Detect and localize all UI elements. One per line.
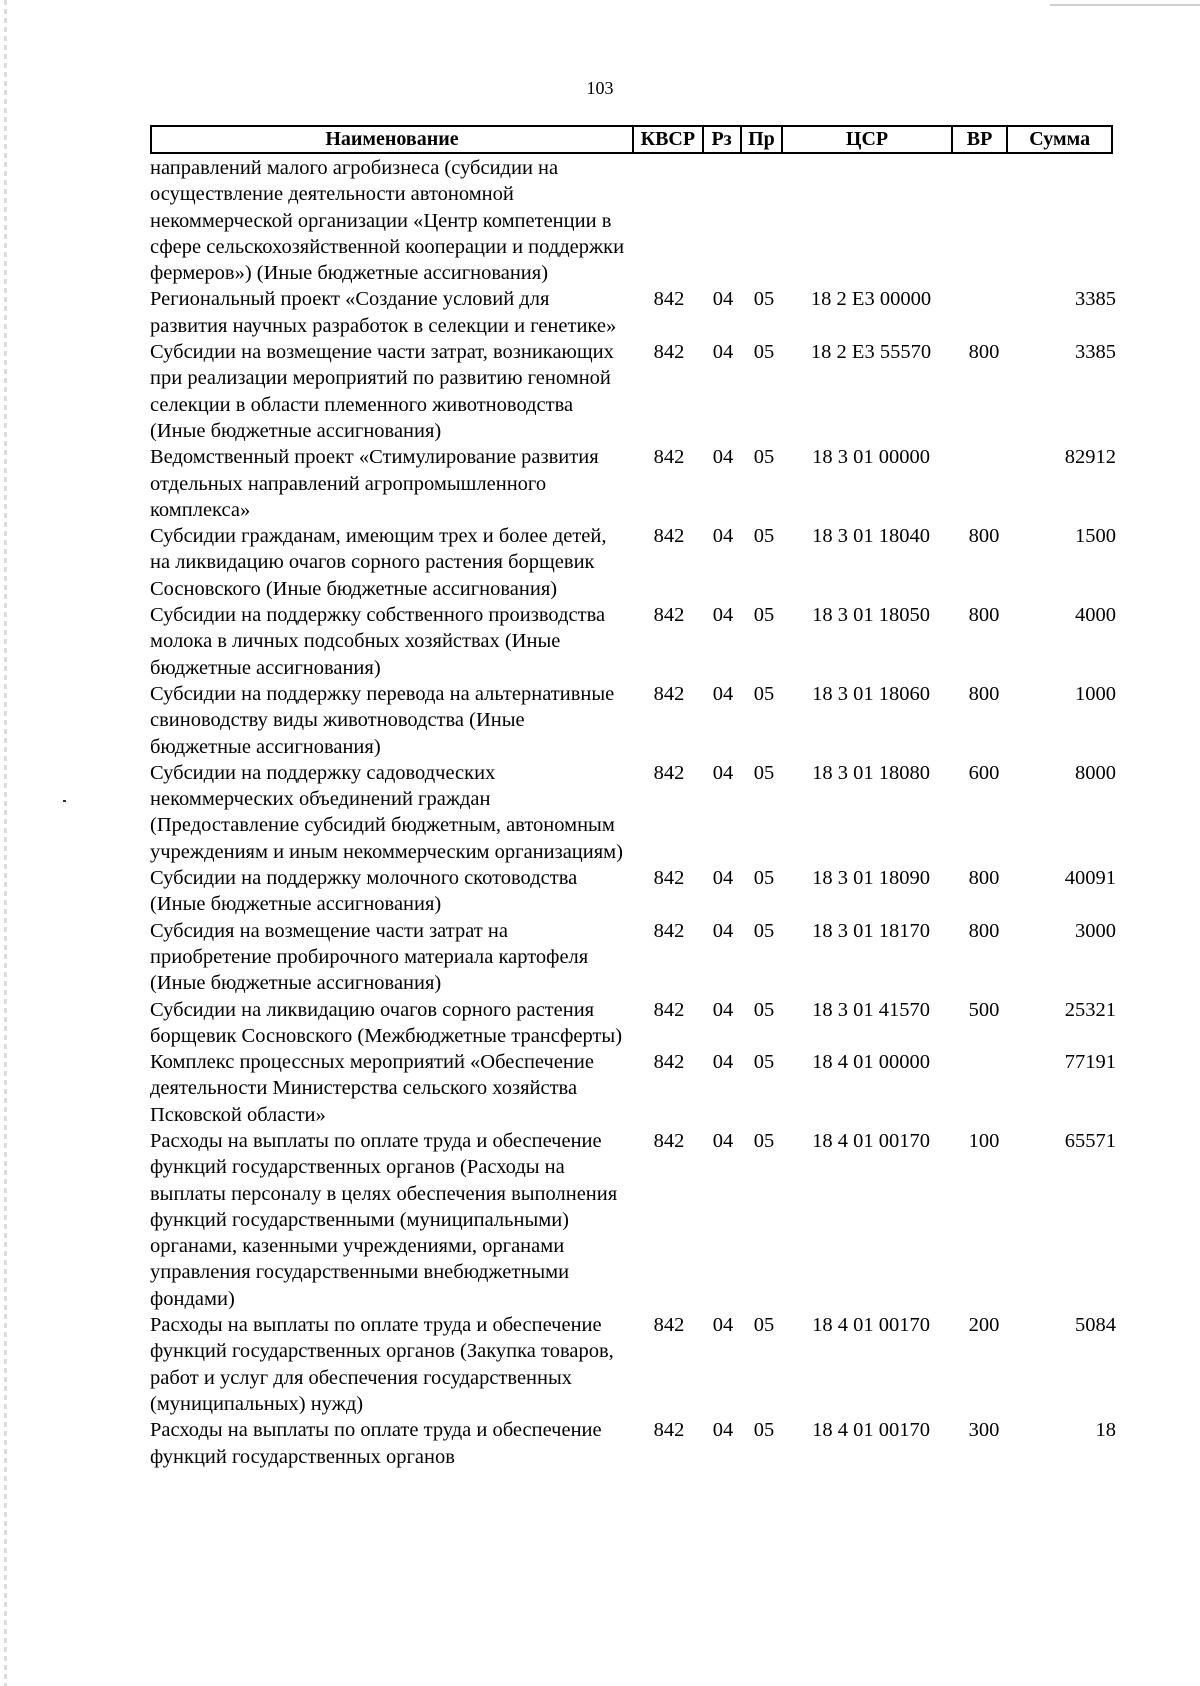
cell-vr: 800 [968,341,1000,364]
table-header [150,125,1113,154]
cell-name: Субсидии на ликвидацию очагов сорного растения борщевик Сосновского (Межбюджетные трансферты) [150,998,623,1047]
cell-name: Субсидии на поддержку молочного скотоводства (Иные бюджетные ассигнования) [150,867,578,916]
cell-kvsr: 842 [653,761,685,784]
header-pr: Пр [742,127,784,152]
header-csr: ЦСР [783,127,952,152]
cell-vr: 800 [968,867,1000,890]
cell-vr: 800 [968,604,1000,627]
cell-sum: 65571 [1064,1129,1116,1152]
cell-vr: 100 [968,1129,1000,1152]
table-row [150,1417,1120,1470]
cell-name: Расходы на выплаты по оплате труда и обеспечение функций государственных органов [150,1419,602,1468]
cell-rz: 04 [712,1129,734,1152]
cell-vr: 800 [968,919,1000,942]
table-row [150,681,1120,760]
cell-rz: 04 [712,525,734,548]
cell-name: Ведомственный проект «Стимулирование развития отдельных направлений агропромышленного комплекса» [150,446,599,521]
cell-name: Расходы на выплаты по оплате труда и обеспечение функций государственных органов (Расходы на выплаты персоналу в целях обеспечения выполнения функций государственными (муниципальными) органами, казенными учреждениями, органами управления государственными внебюджетными фондами) [150,1129,618,1310]
cell-csr: 18 3 01 00000 [812,446,930,469]
cell-rz: 04 [712,1419,734,1442]
table-row [150,523,1120,602]
table-row [150,865,1120,918]
cell-name: направлений малого агробизнеса (субсидии на осуществление деятельности автономной некоммерческой организации «Центр компетенции в сфере сельскохозяйственной кооперации и поддержки фермеров») (Иные бюджетные ассигнования) [150,157,625,285]
cell-csr: 18 2 Е3 00000 [810,288,932,311]
cell-csr: 18 3 01 18080 [812,761,930,784]
cell-rz: 04 [712,682,734,705]
table-row [150,602,1120,681]
cell-kvsr: 842 [653,919,685,942]
cell-csr: 18 4 01 00170 [812,1419,930,1442]
cell-csr: 18 4 01 00000 [812,1051,930,1074]
cell-kvsr: 842 [653,682,685,705]
cell-csr: 18 3 01 18090 [812,867,930,890]
cell-rz: 04 [712,1314,734,1337]
cell-kvsr: 842 [653,604,685,627]
cell-sum: 1500 [1075,525,1116,548]
cell-csr: 18 3 01 18060 [812,682,930,705]
cell-rz: 04 [712,998,734,1021]
cell-pr: 05 [753,867,775,890]
cell-sum: 40091 [1064,867,1116,890]
cell-kvsr: 842 [653,1051,685,1074]
cell-name: Субсидии на поддержку садоводческих некоммерческих объединений граждан (Предоставление субсидий бюджетным, автономным учреждениям и иным некоммерческим организациям) [150,761,623,863]
cell-sum: 8000 [1075,761,1116,784]
cell-pr: 05 [753,761,775,784]
cell-kvsr: 842 [653,1419,685,1442]
scan-speck [63,800,66,802]
cell-vr: 300 [968,1419,1000,1442]
cell-kvsr: 842 [653,341,685,364]
header-name: Наименование [152,127,634,152]
cell-pr: 05 [753,604,775,627]
cell-vr: 800 [968,525,1000,548]
cell-sum: 5084 [1075,1314,1116,1337]
cell-vr: 800 [968,682,1000,705]
cell-csr: 18 4 01 00170 [812,1129,930,1152]
cell-rz: 04 [712,446,734,469]
cell-name: Субсидии на поддержку собственного производства молока в личных подсобных хозяйствах (Иные бюджетные ассигнования) [150,604,606,679]
cell-pr: 05 [753,1051,775,1074]
cell-rz: 04 [712,919,734,942]
table-row [150,760,1120,865]
page-number: 103 [586,78,614,98]
cell-kvsr: 842 [653,288,685,311]
scan-edge-top [1050,4,1200,6]
cell-rz: 04 [712,341,734,364]
cell-name: Субсидия на возмещение части затрат на приобретение пробирочного материала картофеля (Иные бюджетные ассигнования) [150,919,589,995]
cell-name: Субсидии гражданам, имеющим трех и более детей, на ликвидацию очагов сорного растения борщевик Сосновского (Иные бюджетные ассигнования) [150,525,607,600]
cell-vr: 200 [968,1314,1000,1337]
table-row [150,1312,1120,1417]
cell-sum: 3000 [1075,919,1116,942]
cell-pr: 05 [753,525,775,548]
table-row [150,918,1120,997]
cell-pr: 05 [753,1314,775,1337]
cell-name: Расходы на выплаты по оплате труда и обеспечение функций государственных органов (Закупка товаров, работ и услуг для обеспечения государственных (муниципальных) нужд) [150,1314,614,1415]
cell-csr: 18 2 Е3 55570 [810,341,932,364]
cell-kvsr: 842 [653,1129,685,1152]
cell-sum: 25321 [1064,998,1116,1021]
cell-pr: 05 [753,682,775,705]
cell-sum: 4000 [1075,604,1116,627]
cell-name: Региональный проект «Создание условий для развития научных разработок в селекции и генетике» [150,288,617,337]
cell-kvsr: 842 [653,525,685,548]
cell-kvsr: 842 [653,1314,685,1337]
cell-kvsr: 842 [653,446,685,469]
cell-kvsr: 842 [653,998,685,1021]
header-kvsr: КВСР [634,127,704,152]
cell-sum: 18 [1095,1419,1116,1442]
cell-csr: 18 3 01 18170 [812,919,930,942]
cell-pr: 05 [753,1129,775,1152]
scan-edge-left [4,0,7,1686]
cell-name: Субсидии на поддержку перевода на альтернативные свиноводству виды животноводства (Иные бюджетные ассигнования) [150,682,615,758]
cell-rz: 04 [712,761,734,784]
cell-csr: 18 3 01 41570 [812,998,930,1021]
cell-pr: 05 [753,288,775,311]
cell-kvsr: 842 [653,867,685,890]
cell-pr: 05 [753,1419,775,1442]
cell-pr: 05 [753,446,775,469]
table-row [150,997,1120,1050]
cell-rz: 04 [712,1051,734,1074]
table-row [150,1128,1120,1312]
table-row [150,444,1120,523]
cell-pr: 05 [753,998,775,1021]
cell-vr: 500 [968,998,1000,1021]
cell-rz: 04 [712,604,734,627]
table-row [150,1049,1120,1128]
table-body [150,155,1120,1470]
cell-rz: 04 [712,867,734,890]
table-row [150,155,1120,286]
cell-sum: 3385 [1075,341,1116,364]
cell-vr: 600 [968,761,1000,784]
table-row [150,286,1120,339]
cell-sum: 82912 [1064,446,1116,469]
header-rz: Рз [704,127,742,152]
cell-sum: 77191 [1064,1051,1116,1074]
cell-name: Субсидии на возмещение части затрат, возникающих при реализации мероприятий по развитию геномной селекции в области племенного животноводства (Иные бюджетные ассигнования) [150,341,614,442]
cell-sum: 3385 [1075,288,1116,311]
cell-pr: 05 [753,919,775,942]
cell-csr: 18 3 01 18050 [812,604,930,627]
header-sum: Сумма [1029,128,1091,150]
cell-csr: 18 3 01 18040 [812,525,930,548]
cell-csr: 18 4 01 00170 [812,1314,930,1337]
cell-name: Комплекс процессных мероприятий «Обеспечение деятельности Министерства сельского хозяйства Псковской области» [150,1051,594,1126]
cell-rz: 04 [712,288,734,311]
table-row [150,339,1120,444]
cell-sum: 1000 [1075,682,1116,705]
cell-pr: 05 [753,341,775,364]
header-vr: ВР [953,127,1009,152]
